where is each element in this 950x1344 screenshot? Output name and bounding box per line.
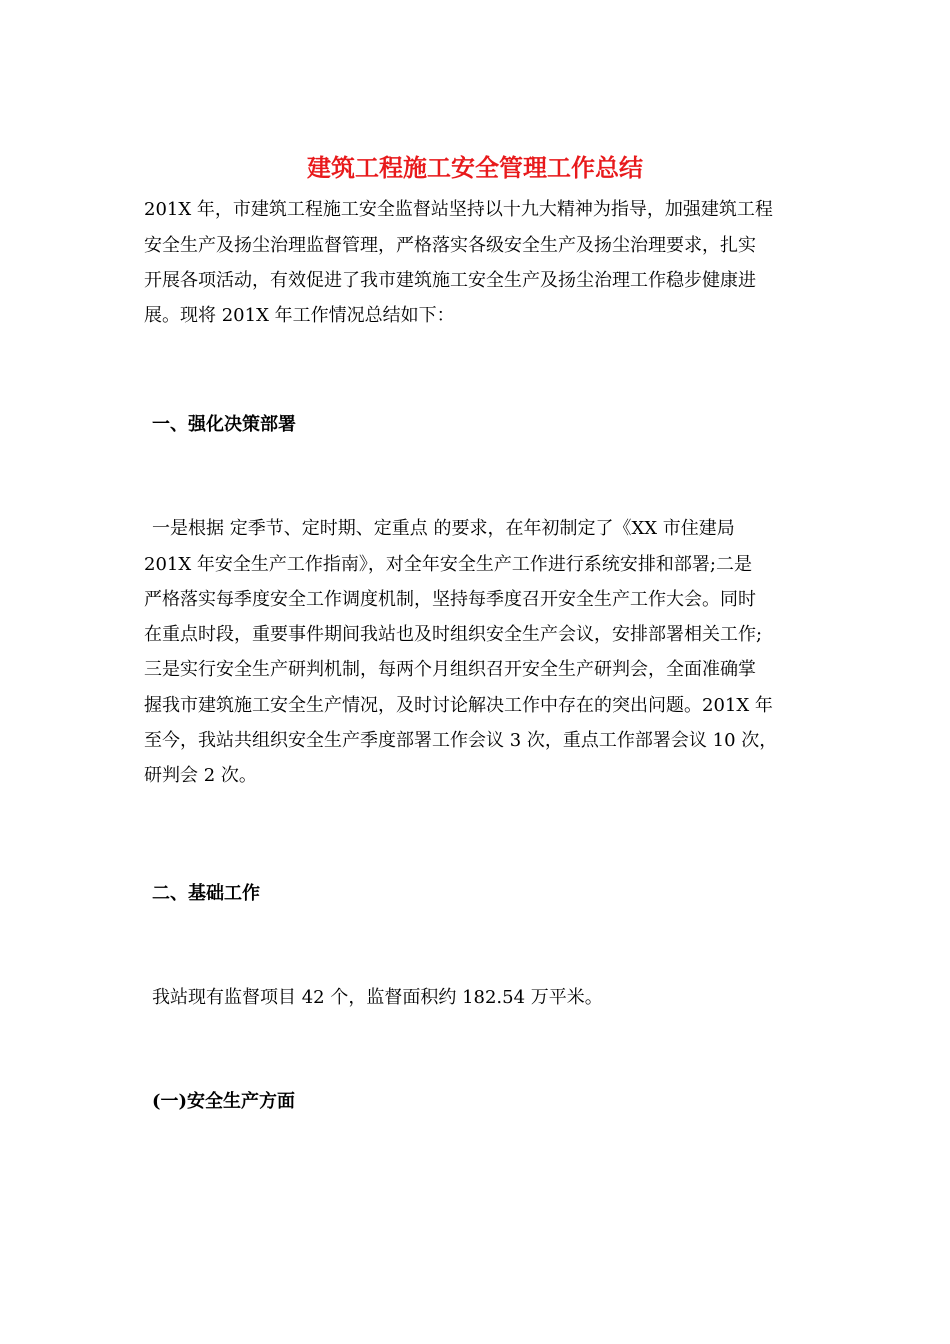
intro-line-4: 展。现将 201X 年工作情况总结如下： xyxy=(144,305,455,326)
section1-line-8: 研判会 2 次。 xyxy=(144,765,257,786)
section2-paragraph: 我站现有监督项目 42 个，监督面积约 182.54 万平米。 xyxy=(152,987,603,1008)
section1-line-4: 在重点时段，重要事件期间我站也及时组织安全生产会议，安排部署相关工作; xyxy=(144,624,763,645)
section1-line-5: 三是实行安全生产研判机制，每两个月组织召开安全生产研判会，全面准确掌 xyxy=(144,659,756,680)
subsection1-heading: (一)安全生产方面 xyxy=(152,1091,296,1112)
intro-line-1: 201X 年，市建筑工程施工安全监督站坚持以十九大精神为指导，加强建筑工程 xyxy=(144,199,773,220)
section1-line-6: 握我市建筑施工安全生产情况，及时讨论解决工作中存在的突出问题。201X 年 xyxy=(144,695,773,716)
section1-line-7: 至今，我站共组织安全生产季度部署工作会议 3 次，重点工作部署会议 10 次， xyxy=(144,730,778,751)
section1-line-1: 一是根据 定季节、定时期、定重点 的要求，在年初制定了《XX 市住建局 xyxy=(152,518,735,539)
section2-heading: 二、基础工作 xyxy=(152,883,260,904)
document-title: 建筑工程施工安全管理工作总结 xyxy=(307,153,643,182)
section1-line-2: 201X 年安全生产工作指南》，对全年安全生产工作进行系统安排和部署;二是 xyxy=(144,554,752,575)
intro-line-2: 安全生产及扬尘治理监督管理，严格落实各级安全生产及扬尘治理要求，扎实 xyxy=(144,235,756,256)
section1-line-3: 严格落实每季度安全工作调度机制，坚持每季度召开安全生产工作大会。同时 xyxy=(144,589,756,610)
intro-line-3: 开展各项活动，有效促进了我市建筑施工安全生产及扬尘治理工作稳步健康进 xyxy=(144,270,756,291)
section1-heading: 一、强化决策部署 xyxy=(152,414,296,435)
